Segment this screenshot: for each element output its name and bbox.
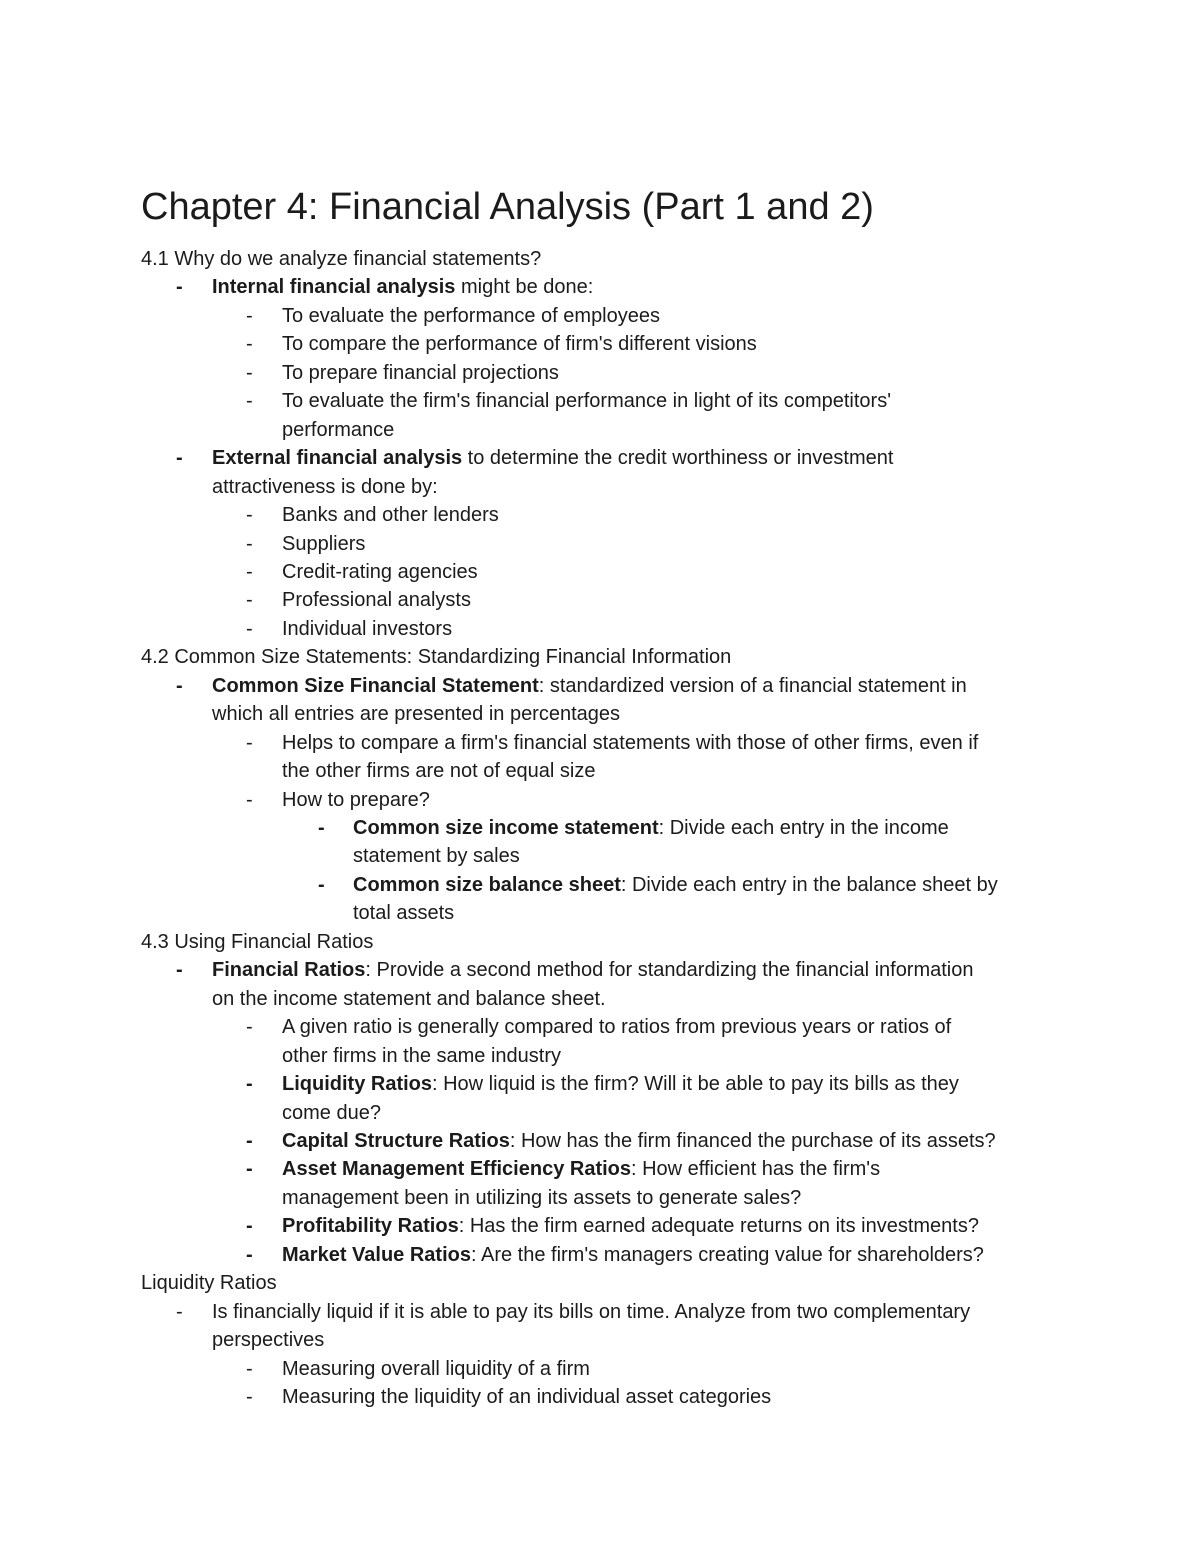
bullet-dash-icon: -	[246, 1215, 253, 1237]
line-text: : Are the firm's managers creating value for shareholders?	[470, 1244, 984, 1266]
list-item	[282, 1241, 984, 1269]
line-text: perspectives	[212, 1329, 325, 1351]
bullet-dash-icon: -	[246, 390, 253, 412]
line-text: : How efficient has the firm's	[631, 1158, 881, 1180]
list-item	[353, 871, 998, 899]
list-item	[282, 1127, 996, 1155]
list-item	[282, 1355, 590, 1383]
line-text: Measuring the liquidity of an individual asset categories	[282, 1386, 772, 1408]
bullet-dash-icon: -	[318, 874, 325, 896]
line-text: Individual investors	[282, 618, 453, 640]
line-text: : Divide each entry in the income	[658, 817, 949, 839]
list-item	[282, 387, 891, 415]
line-text: : Provide a second method for standardizing the financial information	[365, 959, 974, 981]
line-text: 4.3 Using Financial Ratios	[141, 931, 374, 953]
list-item-continuation	[212, 473, 438, 501]
line-text: Measuring overall liquidity of a firm	[282, 1358, 590, 1380]
list-item	[282, 1013, 951, 1041]
list-item	[282, 530, 365, 558]
list-item	[282, 1155, 880, 1183]
term: Profitability Ratios	[282, 1215, 459, 1237]
line-text: which all entries are presented in percentages	[212, 703, 621, 725]
list-item	[212, 956, 974, 984]
list-item-continuation	[282, 757, 596, 785]
bullet-dash-icon: -	[246, 618, 253, 640]
bullet-dash-icon: -	[246, 561, 253, 583]
line-text: A given ratio is generally compared to ratios from previous years or ratios of	[282, 1016, 952, 1038]
line-text: statement by sales	[353, 845, 520, 867]
list-item	[282, 729, 978, 757]
bullet-dash-icon: -	[318, 817, 325, 839]
list-item-continuation	[353, 899, 454, 927]
bullet-dash-icon: -	[246, 789, 253, 811]
line-text: performance	[282, 419, 395, 441]
term: Common Size Financial Statement	[212, 675, 539, 697]
line-text: Is financially liquid if it is able to pay its bills on time. Analyze from two complementary	[212, 1301, 971, 1323]
line-text: total assets	[353, 902, 455, 924]
line-text: Suppliers	[282, 533, 366, 555]
line-text: Professional analysts	[282, 589, 471, 611]
list-item-continuation	[282, 1184, 801, 1212]
list-item	[282, 359, 559, 387]
list-item-continuation	[212, 985, 606, 1013]
line-text: 4.1 Why do we analyze financial statements?	[141, 248, 542, 270]
list-item	[282, 615, 452, 643]
line-text: How to prepare?	[282, 789, 430, 811]
line-text: : How liquid is the firm? Will it be able to pay its bills as they	[432, 1073, 959, 1095]
line-text: To evaluate the firm's financial performance in light of its competitors'	[282, 390, 892, 412]
bullet-dash-icon: -	[176, 447, 183, 469]
bullet-dash-icon: -	[246, 1386, 253, 1408]
list-item	[212, 273, 593, 301]
bullet-dash-icon: -	[246, 504, 253, 526]
list-item-continuation	[212, 1326, 324, 1354]
line-text: 4.2 Common Size Statements: Standardizing Financial Information	[141, 646, 732, 668]
bullet-dash-icon: -	[246, 589, 253, 611]
line-text: : standardized version of a financial statement in	[538, 675, 967, 697]
list-item	[282, 1212, 979, 1240]
line-text: Credit-rating agencies	[282, 561, 478, 583]
line-text: Liquidity Ratios	[141, 1272, 277, 1294]
line-text: the other firms are not of equal size	[282, 760, 596, 782]
bullet-dash-icon: -	[246, 1073, 253, 1095]
line-text: To prepare financial projections	[282, 362, 559, 384]
list-item	[282, 786, 430, 814]
term: Financial Ratios	[212, 959, 366, 981]
section-heading	[141, 643, 731, 671]
line-text: To evaluate the performance of employees	[282, 305, 660, 327]
term: Common size balance sheet	[353, 874, 621, 896]
list-item	[282, 1383, 771, 1411]
section-heading	[141, 928, 373, 956]
bullet-dash-icon: -	[246, 732, 253, 754]
term: Common size income statement	[353, 817, 659, 839]
list-item	[282, 1070, 959, 1098]
term: Liquidity Ratios	[282, 1073, 432, 1095]
bullet-dash-icon: -	[246, 362, 253, 384]
bullet-dash-icon: -	[176, 1301, 183, 1323]
bullet-dash-icon: -	[246, 333, 253, 355]
line-text: : How has the firm financed the purchase of its assets?	[509, 1130, 996, 1152]
bullet-dash-icon: -	[246, 1130, 253, 1152]
list-item	[353, 814, 949, 842]
bullet-dash-icon: -	[176, 276, 183, 298]
line-text: attractiveness is done by:	[212, 476, 438, 498]
line-text: Helps to compare a firm's financial statements with those of other firms, even if	[282, 732, 979, 754]
list-item-continuation	[353, 842, 520, 870]
term: Market Value Ratios	[282, 1244, 471, 1266]
line-text: other firms in the same industry	[282, 1045, 561, 1067]
list-item-continuation	[282, 1042, 561, 1070]
term: Capital Structure Ratios	[282, 1130, 510, 1152]
bullet-dash-icon: -	[176, 675, 183, 697]
bullet-dash-icon: -	[246, 1158, 253, 1180]
bullet-dash-icon: -	[246, 1358, 253, 1380]
term: External financial analysis	[212, 447, 463, 469]
list-item	[282, 302, 660, 330]
bullet-dash-icon: -	[246, 533, 253, 555]
bullet-dash-icon: -	[246, 1016, 253, 1038]
section-heading	[141, 1269, 277, 1297]
line-text: to determine the credit worthiness or investment	[462, 447, 894, 469]
list-item	[282, 558, 478, 586]
document-title: Chapter 4: Financial Analysis (Part 1 and 2)	[141, 186, 874, 228]
line-text: come due?	[282, 1102, 381, 1124]
bullet-dash-icon: -	[176, 959, 183, 981]
line-text: management been in utilizing its assets to generate sales?	[282, 1187, 802, 1209]
list-item	[282, 330, 757, 358]
line-text: : Has the firm earned adequate returns on its investments?	[458, 1215, 979, 1237]
bullet-dash-icon: -	[246, 1244, 253, 1266]
list-item	[212, 444, 893, 472]
list-item	[282, 586, 471, 614]
list-item-continuation	[282, 1099, 381, 1127]
list-item	[212, 672, 967, 700]
term: Internal financial analysis	[212, 276, 456, 298]
line-text: To compare the performance of firm's different visions	[282, 333, 757, 355]
list-item	[282, 501, 499, 529]
list-item-continuation	[212, 700, 620, 728]
section-heading	[141, 245, 541, 273]
list-item	[212, 1298, 970, 1326]
list-item-continuation	[282, 416, 394, 444]
term: Asset Management Efficiency Ratios	[282, 1158, 631, 1180]
line-text: might be done:	[455, 276, 594, 298]
bullet-dash-icon: -	[246, 305, 253, 327]
line-text: Banks and other lenders	[282, 504, 499, 526]
line-text: on the income statement and balance sheet.	[212, 988, 606, 1010]
line-text: : Divide each entry in the balance sheet by	[620, 874, 998, 896]
